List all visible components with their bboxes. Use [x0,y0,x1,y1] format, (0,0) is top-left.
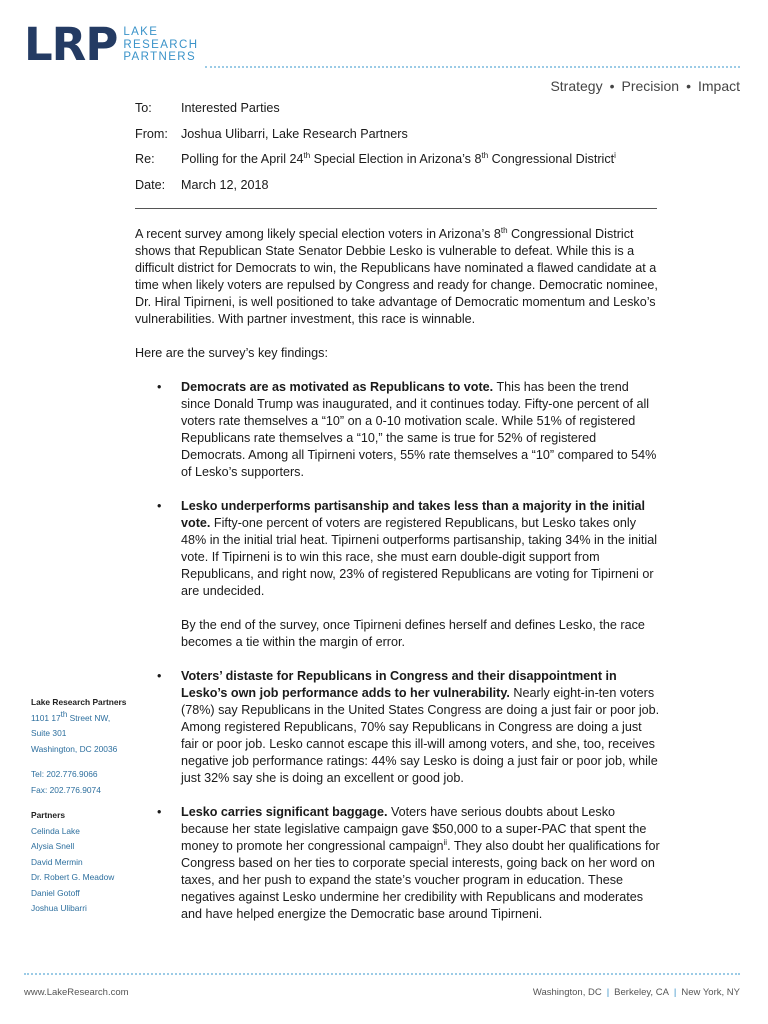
sidebar-address-line: Washington, DC 20036 [31,743,118,754]
memo-date-row [135,173,616,199]
footer-website-link[interactable]: www.LakeResearch.com [24,987,129,998]
bullet-icon: • [157,380,162,394]
logo-word: RESEARCH [123,38,199,51]
footer-location: Washington, DC [532,987,602,998]
sidebar-address-line [31,711,126,727]
re-text: Special Election in Arizona’s 8 [310,152,482,167]
findings-lead: Here are the survey’s key findings: [135,346,328,360]
contact-sidebar [31,695,126,917]
footer-location: New York, NY [681,987,740,998]
re-superscript: th [481,151,489,160]
finding-text [181,804,660,923]
pipe-separator: | [606,987,610,998]
memo-to-value: Interested Parties [181,101,280,115]
bullet-separator: • [609,78,615,94]
memo-re-value [181,147,616,173]
bullet-icon: • [157,805,162,819]
memo-re-label: Re: [135,152,155,167]
intro-text: A recent survey among likely special election voters in Arizona’s 8 [135,227,501,241]
finding-item [135,804,660,923]
sidebar-partner: Joshua Ulibarri [31,903,87,913]
finding-followup: By the end of the survey, once Tipirneni defines herself and defines Lesko, the race becomes a tie within the margin of error. [181,618,645,649]
memo-date-value: March 12, 2018 [181,177,269,192]
finding-headline: Lesko underperforms partisanship and takes less than a majority in the initial vote. [181,499,645,530]
finding-detail: Fifty-one percent of voters are registered Republicans, but Lesko takes only 48% in the initial trial heat. Tipirneni outperforms partisanship, taking 34% in the initial vote. If Tipirneni is to win this race, she must earn double-digit support from Republicans, and right now, 23% of registered Republicans are voting for Tipirneni or are undecided. [181,516,658,598]
intro-superscript: th [500,225,508,235]
footer-locations [533,987,740,998]
tagline-item: Precision [621,78,680,94]
sidebar-partner: Celinda Lake [31,825,80,836]
finding-text [181,379,660,481]
logo-mark: LRP [24,18,118,71]
spacer [31,757,126,767]
finding-item [135,668,660,787]
finding-headline: Voters’ distaste for Republicans in Congress and their disappointment in Lesko’s own job performance adds to her vulnerability. [181,669,617,700]
memo-re-row [135,147,616,173]
sidebar-fax: Fax: 202.776.9074 [31,784,101,795]
sidebar-partners-heading: Partners [31,810,65,820]
spacer [31,798,126,808]
logo-word: PARTNERS [123,51,197,63]
finding-detail: . They also doubt her qualifications for Congress based on her ties to corporate special interests, going back on her word on taxes, and her push to expand the state’s voucher program in education. These negatives against Lesko undermine her credibility with Republicans and moderates and have helped energize the Democratic base around Tipirneni. [181,839,660,921]
company-logo [24,18,199,71]
finding-detail: This has been the trend since Donald Trump was inaugurated, and it continues today. Fifty-one percent of all voters rate themselves a “10” on a 0-10 motivation scale. While 51% of registered Republicans rate themselves a “10,” the same is true for 52% of registered Democrats. Among all Tipirneni voters, 55% rate themselves a “10” compared to 54% of Lesko’s supporters. [181,380,657,479]
finding-item [135,498,660,651]
memo-header [135,96,616,198]
footnote-ref[interactable]: i [614,151,616,160]
memo-from-row [135,122,616,148]
finding-text [181,498,660,600]
finding-item [135,379,660,481]
sidebar-address-line: Suite 301 [31,728,67,738]
finding-detail: Nearly eight-in-ten voters (78%) say Republicans in the United States Congress are doing a just fair or poor job. Among registered Republicans, 70% say Republicans in Congress are doing a just fair or poor job. Lesko cannot escape this ill-will among voters, and she, too, receives negative job performance ratings: 44% say Lesko is doing a just fair or poor job, while just 32% say she is doing an excellent or good job. [181,686,660,785]
address-text: Street NW, [67,712,111,723]
finding-text [181,668,660,787]
tagline-item: Strategy [550,78,603,94]
finding-headline: Democrats are as motivated as Republicans to vote. [181,380,494,394]
address-text: 1101 17 [31,712,61,723]
bullet-icon: • [157,669,162,683]
intro-paragraph [135,226,660,328]
memo-to-row [135,96,616,122]
sidebar-tel: Tel: 202.776.9066 [31,769,98,779]
bullet-icon: • [157,499,162,513]
memo-date-label: Date: [135,177,166,192]
memo-body [135,226,660,940]
sidebar-partner: Daniel Gotoff [31,887,80,898]
intro-text: Congressional District shows that Republican State Senator Debbie Lesko is vulnerable to defeat. While this is a difficult district for Democrats to win, the Republicans have nominated a flawed candidate at a time when likely voters are repulsed by Congress and ready for change. Democratic nominee, Dr. Hiral Tipirneni, is well positioned to take advantage of Democratic momentum and Lesko’s vulnerabilities. With partner investment, this race is winnable. [135,227,658,326]
sidebar-org-name: Lake Research Partners [31,697,127,707]
tagline-item: Impact [697,78,740,94]
memo-to-label: To: [135,101,152,115]
memo-from-value: Joshua Ulibarri, Lake Research Partners [181,126,408,141]
footnote-ref[interactable]: ii [443,837,448,847]
header-dotted-divider [205,66,740,68]
logo-words [123,26,198,64]
finding-detail: Voters have serious doubts about Lesko because her state legislative campaign gave $50,000 to a super-PAC that spent the money to promote her congressional campaign [181,805,647,853]
re-text: Polling for the April 24 [181,152,304,167]
logo-word: LAKE [123,26,159,38]
footer-location: Berkeley, CA [614,987,669,998]
memo-from-label: From: [135,126,168,141]
sidebar-partner: Alysia Snell [31,841,75,851]
memo-divider [135,208,657,209]
tagline [550,78,740,94]
sidebar-partner: David Mermin [31,856,83,867]
bullet-separator: • [686,78,691,94]
footer-dotted-divider [24,973,740,975]
re-text: Congressional District [488,152,615,167]
sidebar-partner: Dr. Robert G. Meadow [31,872,115,882]
finding-headline: Lesko carries significant baggage. [181,805,388,819]
address-superscript: th [60,709,68,719]
pipe-separator: | [673,987,677,998]
re-superscript: th [303,151,311,160]
